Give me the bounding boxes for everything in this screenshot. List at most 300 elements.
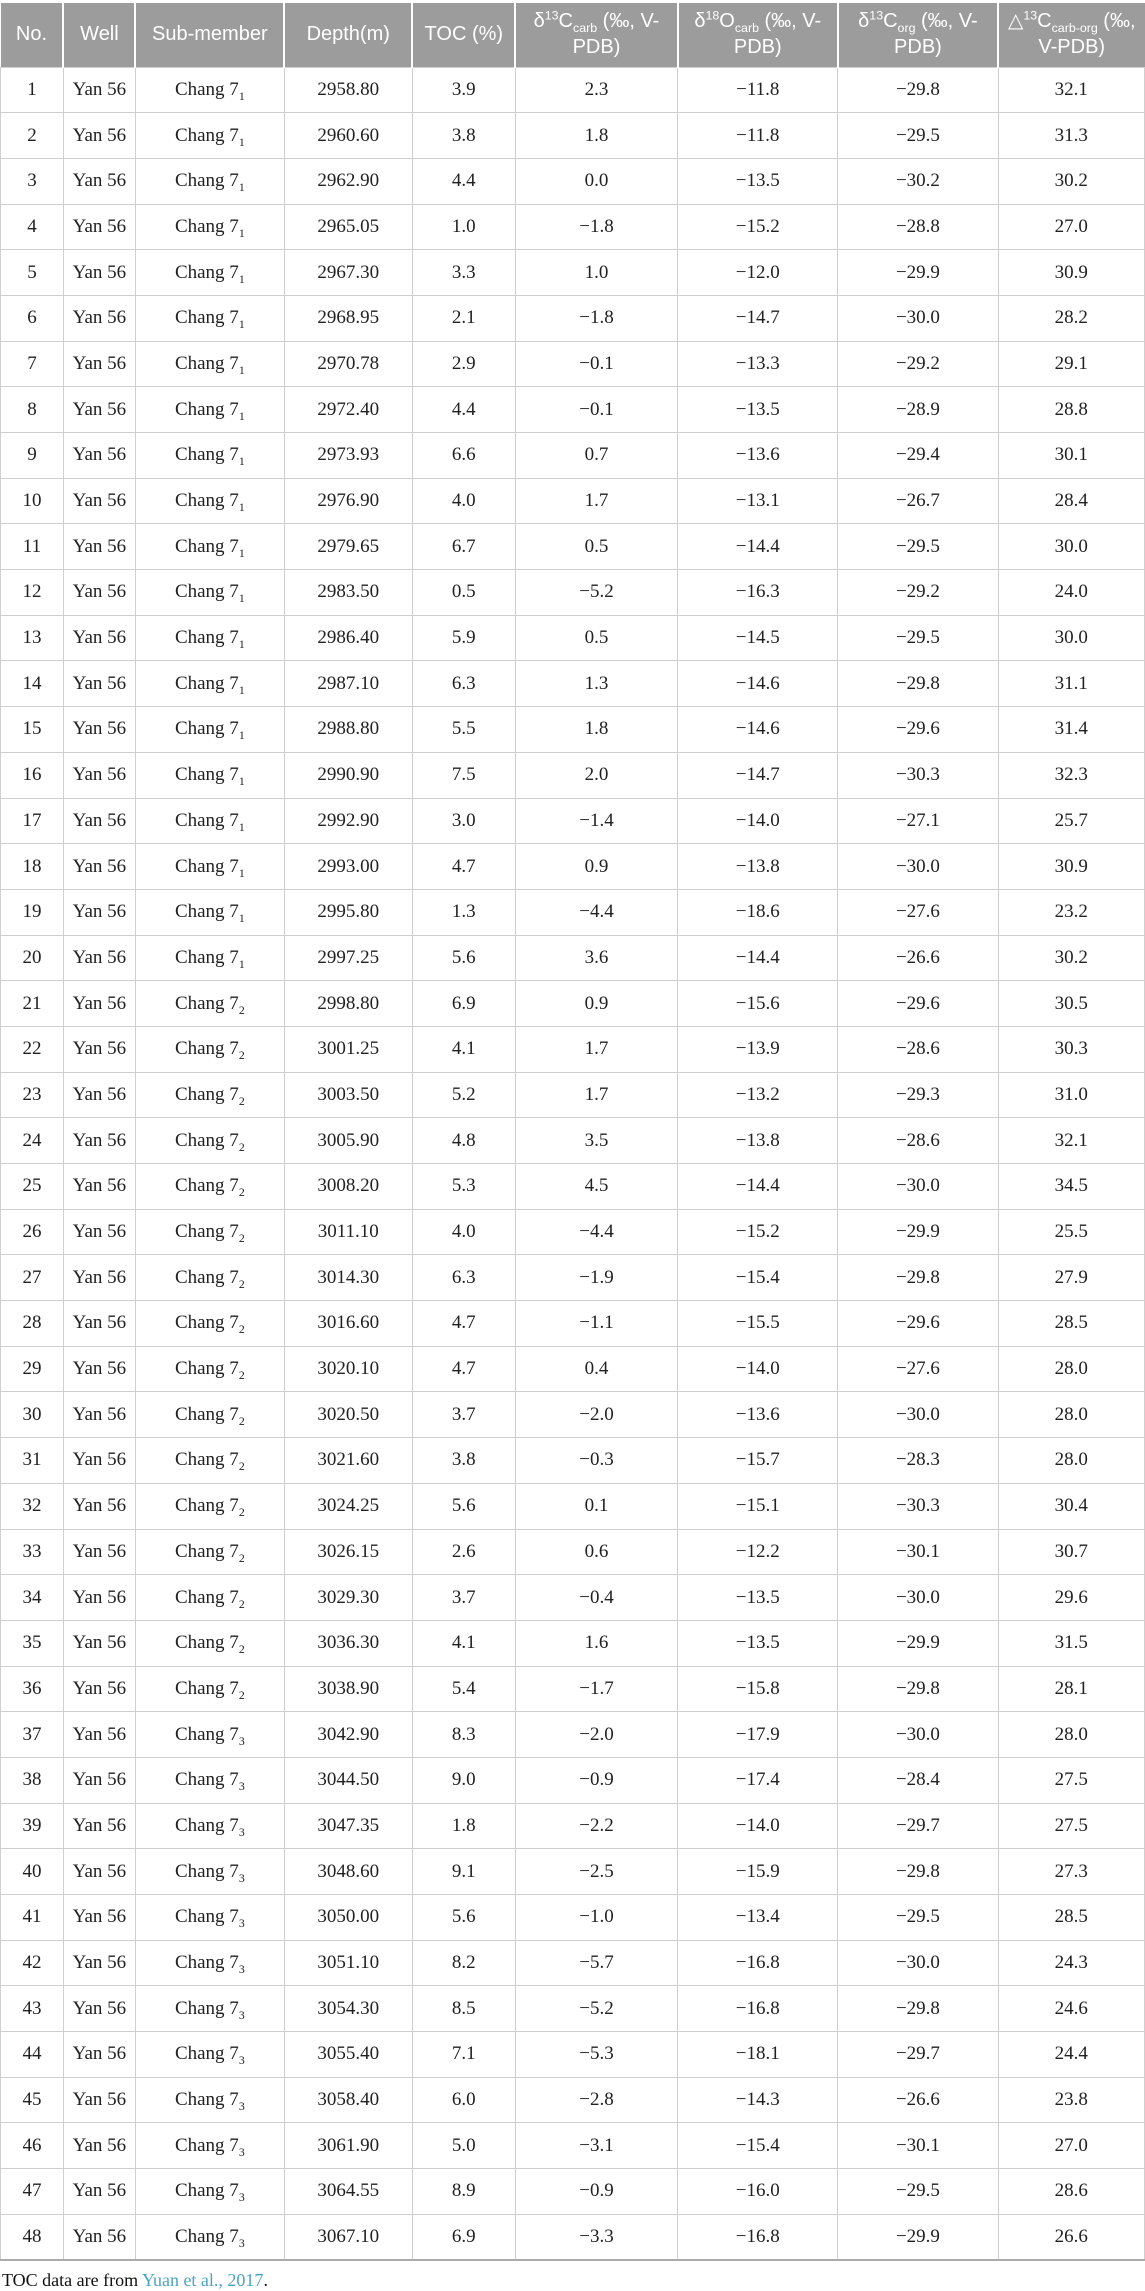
cell-d13c-org: −29.2 — [838, 341, 998, 387]
cell-toc: 4.4 — [412, 158, 515, 204]
cell-d18o-carb: −13.9 — [678, 1026, 838, 1072]
cell-well: Yan 56 — [63, 1255, 135, 1301]
cell-d18o-carb: −13.2 — [678, 1072, 838, 1118]
cell-d13c-carb: −2.5 — [515, 1849, 677, 1895]
table-row — [1, 1392, 1145, 1438]
cell-well: Yan 56 — [63, 1757, 135, 1803]
cell-no: 45 — [1, 2077, 64, 2123]
cell-d13c-org: −26.7 — [838, 478, 998, 524]
cell-d13c-org: −29.3 — [838, 1072, 998, 1118]
cell-no: 38 — [1, 1757, 64, 1803]
cell-d18o-carb: −15.6 — [678, 981, 838, 1027]
cell-no: 47 — [1, 2169, 64, 2215]
cell-depth: 2988.80 — [284, 707, 412, 753]
cell-d18o-carb: −14.0 — [678, 1803, 838, 1849]
cell-no: 22 — [1, 1026, 64, 1072]
cell-no: 40 — [1, 1849, 64, 1895]
cell-sub-member: Chang $7_1$ — [135, 889, 284, 935]
cell-toc: 4.7 — [412, 1301, 515, 1347]
cell-depth: 3061.90 — [284, 2123, 412, 2169]
cell-depth: 2997.25 — [284, 935, 412, 981]
cell-d13c-org: −30.0 — [838, 1940, 998, 1986]
cell-d13c-org: −28.6 — [838, 1118, 998, 1164]
cell-d13c-carb: 2.3 — [515, 67, 677, 113]
cell-sub-member: Chang $7_1$ — [135, 478, 284, 524]
column-header-toc: TOC (%) — [412, 3, 515, 67]
cell-well: Yan 56 — [63, 844, 135, 890]
cell-no: 32 — [1, 1483, 64, 1529]
cell-d18o-carb: −15.4 — [678, 1255, 838, 1301]
cell-d18o-carb: −16.3 — [678, 570, 838, 616]
cell-no: 2 — [1, 113, 64, 159]
cell-d13c-org: −30.2 — [838, 158, 998, 204]
cell-d18o-carb: −16.8 — [678, 1986, 838, 2032]
cell-depth: 3050.00 — [284, 1895, 412, 1941]
cell-depth: 3003.50 — [284, 1072, 412, 1118]
cell-sub-member: Chang $7_1$ — [135, 204, 284, 250]
cell-d18o-carb: −12.0 — [678, 250, 838, 296]
table-body — [1, 67, 1145, 2260]
cell-depth: 2998.80 — [284, 981, 412, 1027]
cell-d13c-carb-org: 28.4 — [998, 478, 1144, 524]
cell-d18o-carb: −13.4 — [678, 1895, 838, 1941]
cell-well: Yan 56 — [63, 1346, 135, 1392]
cell-d13c-carb: −0.4 — [515, 1575, 677, 1621]
cell-d13c-carb-org: 28.6 — [998, 2169, 1144, 2215]
cell-toc: 5.0 — [412, 2123, 515, 2169]
cell-depth: 3067.10 — [284, 2214, 412, 2260]
cell-d13c-org: −29.8 — [838, 1666, 998, 1712]
cell-d13c-org: −30.1 — [838, 2123, 998, 2169]
cell-d13c-org: −30.0 — [838, 844, 998, 890]
cell-well: Yan 56 — [63, 2169, 135, 2215]
cell-toc: 5.6 — [412, 935, 515, 981]
cell-d18o-carb: −14.7 — [678, 752, 838, 798]
cell-no: 27 — [1, 1255, 64, 1301]
cell-sub-member: Chang $7_2$ — [135, 1346, 284, 1392]
cell-d18o-carb: −15.1 — [678, 1483, 838, 1529]
cell-no: 6 — [1, 295, 64, 341]
cell-well: Yan 56 — [63, 433, 135, 479]
cell-toc: 3.8 — [412, 113, 515, 159]
cell-sub-member: Chang $7_3$ — [135, 1940, 284, 1986]
cell-d18o-carb: −14.4 — [678, 1164, 838, 1210]
cell-well: Yan 56 — [63, 113, 135, 159]
cell-well: Yan 56 — [63, 1712, 135, 1758]
column-header-d13c-carb: $\delta^{13}C_{carb}$ (‰, V-PDB) — [515, 3, 677, 67]
cell-well: Yan 56 — [63, 1529, 135, 1575]
cell-well: Yan 56 — [63, 1209, 135, 1255]
cell-sub-member: Chang $7_2$ — [135, 1666, 284, 1712]
table-row — [1, 2214, 1145, 2260]
cell-sub-member: Chang $7_2$ — [135, 1072, 284, 1118]
cell-no: 18 — [1, 844, 64, 890]
cell-d13c-org: −29.8 — [838, 1986, 998, 2032]
cell-d13c-carb: 1.8 — [515, 113, 677, 159]
cell-d13c-org: −29.5 — [838, 2169, 998, 2215]
column-header-d13c-org: $\delta^{13}C_{org}$ (‰, V-PDB) — [838, 3, 998, 67]
cell-d13c-org: −29.2 — [838, 570, 998, 616]
cell-toc: 4.1 — [412, 1620, 515, 1666]
cell-d13c-carb: −1.1 — [515, 1301, 677, 1347]
cell-no: 8 — [1, 387, 64, 433]
cell-toc: 3.9 — [412, 67, 515, 113]
cell-d13c-carb: −2.0 — [515, 1712, 677, 1758]
cell-d13c-org: −27.1 — [838, 798, 998, 844]
column-header-d18o-carb: $\delta^{18}O_{carb}$ (‰, V-PDB) — [678, 3, 838, 67]
cell-d13c-carb-org: 28.0 — [998, 1438, 1144, 1484]
cell-d18o-carb: −15.7 — [678, 1438, 838, 1484]
cell-no: 35 — [1, 1620, 64, 1666]
table-row — [1, 1940, 1145, 1986]
cell-d18o-carb: −14.6 — [678, 707, 838, 753]
cell-d18o-carb: −13.5 — [678, 158, 838, 204]
cell-sub-member: Chang $7_1$ — [135, 844, 284, 890]
table-row — [1, 433, 1145, 479]
cell-toc: 5.2 — [412, 1072, 515, 1118]
cell-d18o-carb: −14.0 — [678, 798, 838, 844]
cell-toc: 6.3 — [412, 661, 515, 707]
cell-d13c-carb-org: 27.5 — [998, 1757, 1144, 1803]
cell-sub-member: Chang $7_3$ — [135, 1986, 284, 2032]
table-row — [1, 935, 1145, 981]
cell-no: 31 — [1, 1438, 64, 1484]
cell-depth: 3005.90 — [284, 1118, 412, 1164]
cell-d13c-org: −29.7 — [838, 1803, 998, 1849]
cell-d13c-carb: 0.6 — [515, 1529, 677, 1575]
cell-d13c-carb: −0.1 — [515, 341, 677, 387]
cell-d13c-carb-org: 28.8 — [998, 387, 1144, 433]
table-row — [1, 798, 1145, 844]
cell-no: 17 — [1, 798, 64, 844]
cell-d13c-carb-org: 30.9 — [998, 844, 1144, 890]
cell-no: 11 — [1, 524, 64, 570]
cell-depth: 3064.55 — [284, 2169, 412, 2215]
cell-d13c-carb: 4.5 — [515, 1164, 677, 1210]
cell-sub-member: Chang $7_2$ — [135, 1483, 284, 1529]
cell-well: Yan 56 — [63, 1026, 135, 1072]
cell-d13c-carb: 0.9 — [515, 981, 677, 1027]
cell-d18o-carb: −13.8 — [678, 844, 838, 890]
cell-d13c-carb: −4.4 — [515, 1209, 677, 1255]
cell-depth: 2986.40 — [284, 615, 412, 661]
cell-sub-member: Chang $7_1$ — [135, 113, 284, 159]
cell-d13c-carb-org: 23.2 — [998, 889, 1144, 935]
cell-depth: 2965.05 — [284, 204, 412, 250]
table-row — [1, 752, 1145, 798]
cell-d13c-carb-org: 25.5 — [998, 1209, 1144, 1255]
cell-d13c-org: −29.6 — [838, 1301, 998, 1347]
cell-d13c-carb-org: 27.5 — [998, 1803, 1144, 1849]
cell-well: Yan 56 — [63, 661, 135, 707]
footnote-period: . — [263, 2270, 268, 2290]
cell-depth: 2990.90 — [284, 752, 412, 798]
cell-depth: 3042.90 — [284, 1712, 412, 1758]
cell-d18o-carb: −14.0 — [678, 1346, 838, 1392]
cell-d18o-carb: −14.3 — [678, 2077, 838, 2123]
cell-no: 41 — [1, 1895, 64, 1941]
cell-depth: 3014.30 — [284, 1255, 412, 1301]
cell-d13c-carb-org: 31.3 — [998, 113, 1144, 159]
table-row — [1, 1164, 1145, 1210]
cell-depth: 3047.35 — [284, 1803, 412, 1849]
table-row — [1, 250, 1145, 296]
cell-toc: 2.9 — [412, 341, 515, 387]
cell-sub-member: Chang $7_3$ — [135, 1712, 284, 1758]
cell-depth: 3021.60 — [284, 1438, 412, 1484]
cell-toc: 4.4 — [412, 387, 515, 433]
cell-d13c-carb: −2.8 — [515, 2077, 677, 2123]
cell-sub-member: Chang $7_2$ — [135, 1301, 284, 1347]
cell-d13c-carb: 0.0 — [515, 158, 677, 204]
table-row — [1, 844, 1145, 890]
cell-d13c-org: −29.9 — [838, 1620, 998, 1666]
cell-d18o-carb: −14.5 — [678, 615, 838, 661]
column-header-d13c-carb-org: $\triangle^{13}C_{carb-org}$ (‰, V-PDB) — [998, 3, 1144, 67]
cell-d13c-carb: 0.9 — [515, 844, 677, 890]
cell-well: Yan 56 — [63, 2032, 135, 2078]
cell-no: 25 — [1, 1164, 64, 1210]
cell-depth: 2983.50 — [284, 570, 412, 616]
cell-no: 12 — [1, 570, 64, 616]
cell-depth: 2979.65 — [284, 524, 412, 570]
cell-d13c-org: −29.5 — [838, 1895, 998, 1941]
cell-d18o-carb: −15.4 — [678, 2123, 838, 2169]
cell-d18o-carb: −14.4 — [678, 524, 838, 570]
cell-toc: 0.5 — [412, 570, 515, 616]
cell-d13c-carb-org: 28.5 — [998, 1301, 1144, 1347]
cell-toc: 3.7 — [412, 1575, 515, 1621]
cell-toc: 6.7 — [412, 524, 515, 570]
cell-depth: 3011.10 — [284, 1209, 412, 1255]
cell-d18o-carb: −15.9 — [678, 1849, 838, 1895]
column-header-well: Well — [63, 3, 135, 67]
cell-sub-member: Chang $7_1$ — [135, 524, 284, 570]
cell-d13c-carb: −1.0 — [515, 1895, 677, 1941]
cell-no: 37 — [1, 1712, 64, 1758]
cell-well: Yan 56 — [63, 295, 135, 341]
cell-d18o-carb: −16.8 — [678, 2214, 838, 2260]
cell-toc: 2.1 — [412, 295, 515, 341]
cell-d18o-carb: −13.5 — [678, 1620, 838, 1666]
cell-well: Yan 56 — [63, 158, 135, 204]
cell-toc: 2.6 — [412, 1529, 515, 1575]
cell-depth: 3020.50 — [284, 1392, 412, 1438]
cell-toc: 4.7 — [412, 844, 515, 890]
cell-d18o-carb: −13.8 — [678, 1118, 838, 1164]
cell-toc: 6.6 — [412, 433, 515, 479]
cell-toc: 8.2 — [412, 1940, 515, 1986]
cell-d13c-carb: 0.7 — [515, 433, 677, 479]
cell-d13c-carb: −3.1 — [515, 2123, 677, 2169]
cell-no: 3 — [1, 158, 64, 204]
table-row — [1, 2123, 1145, 2169]
cell-d13c-org: −30.3 — [838, 752, 998, 798]
cell-sub-member: Chang $7_2$ — [135, 1620, 284, 1666]
cell-no: 48 — [1, 2214, 64, 2260]
cell-d18o-carb: −15.8 — [678, 1666, 838, 1712]
table-row — [1, 1529, 1145, 1575]
cell-d13c-carb-org: 28.2 — [998, 295, 1144, 341]
cell-d13c-carb-org: 26.6 — [998, 2214, 1144, 2260]
cell-d13c-carb: −5.2 — [515, 570, 677, 616]
cell-sub-member: Chang $7_2$ — [135, 1209, 284, 1255]
cell-d13c-carb-org: 32.1 — [998, 67, 1144, 113]
cell-d13c-carb-org: 28.0 — [998, 1712, 1144, 1758]
cell-depth: 2993.00 — [284, 844, 412, 890]
cell-toc: 5.5 — [412, 707, 515, 753]
cell-d13c-carb-org: 25.7 — [998, 798, 1144, 844]
cell-d13c-carb: −4.4 — [515, 889, 677, 935]
cell-no: 5 — [1, 250, 64, 296]
cell-no: 36 — [1, 1666, 64, 1712]
cell-d18o-carb: −13.5 — [678, 1575, 838, 1621]
cell-toc: 6.0 — [412, 2077, 515, 2123]
cell-well: Yan 56 — [63, 1849, 135, 1895]
table-row — [1, 889, 1145, 935]
cell-d13c-carb: −2.0 — [515, 1392, 677, 1438]
cell-d18o-carb: −13.5 — [678, 387, 838, 433]
cell-toc: 4.0 — [412, 1209, 515, 1255]
cell-d13c-carb-org: 31.4 — [998, 707, 1144, 753]
table-row — [1, 1712, 1145, 1758]
cell-d13c-carb-org: 27.0 — [998, 2123, 1144, 2169]
cell-toc: 5.6 — [412, 1895, 515, 1941]
cell-well: Yan 56 — [63, 1803, 135, 1849]
cell-well: Yan 56 — [63, 1940, 135, 1986]
table-row — [1, 158, 1145, 204]
cell-depth: 2995.80 — [284, 889, 412, 935]
cell-d13c-carb-org: 32.1 — [998, 1118, 1144, 1164]
cell-depth: 2970.78 — [284, 341, 412, 387]
cell-d13c-carb-org: 27.3 — [998, 1849, 1144, 1895]
cell-depth: 3029.30 — [284, 1575, 412, 1621]
cell-d13c-carb-org: 24.4 — [998, 2032, 1144, 2078]
cell-well: Yan 56 — [63, 707, 135, 753]
cell-depth: 2968.95 — [284, 295, 412, 341]
cell-well: Yan 56 — [63, 752, 135, 798]
table-row — [1, 1620, 1145, 1666]
cell-toc: 4.0 — [412, 478, 515, 524]
cell-sub-member: Chang $7_1$ — [135, 935, 284, 981]
table-row — [1, 981, 1145, 1027]
cell-toc: 1.8 — [412, 1803, 515, 1849]
cell-d13c-carb: 1.3 — [515, 661, 677, 707]
cell-d18o-carb: −11.8 — [678, 113, 838, 159]
cell-d13c-org: −29.8 — [838, 661, 998, 707]
cell-sub-member: Chang $7_1$ — [135, 158, 284, 204]
cell-d13c-org: −29.9 — [838, 2214, 998, 2260]
cell-d18o-carb: −15.2 — [678, 204, 838, 250]
cell-depth: 2958.80 — [284, 67, 412, 113]
cell-depth: 3054.30 — [284, 1986, 412, 2032]
cell-depth: 3038.90 — [284, 1666, 412, 1712]
cell-d13c-carb-org: 28.5 — [998, 1895, 1144, 1941]
cell-d13c-org: −29.8 — [838, 1255, 998, 1301]
cell-d13c-org: −29.6 — [838, 707, 998, 753]
cell-sub-member: Chang $7_3$ — [135, 1757, 284, 1803]
cell-d13c-carb: 1.7 — [515, 478, 677, 524]
cell-no: 10 — [1, 478, 64, 524]
cell-d18o-carb: −17.9 — [678, 1712, 838, 1758]
table-row — [1, 570, 1145, 616]
cell-sub-member: Chang $7_3$ — [135, 2077, 284, 2123]
cell-d13c-org: −29.4 — [838, 433, 998, 479]
cell-d13c-carb-org: 31.0 — [998, 1072, 1144, 1118]
cell-d13c-carb-org: 29.6 — [998, 1575, 1144, 1621]
cell-no: 21 — [1, 981, 64, 1027]
cell-toc: 6.3 — [412, 1255, 515, 1301]
cell-depth: 3020.10 — [284, 1346, 412, 1392]
cell-d13c-carb-org: 30.7 — [998, 1529, 1144, 1575]
cell-toc: 8.9 — [412, 2169, 515, 2215]
cell-no: 46 — [1, 2123, 64, 2169]
isotope-data-table — [0, 3, 1145, 2261]
cell-d13c-carb-org: 30.0 — [998, 524, 1144, 570]
cell-well: Yan 56 — [63, 387, 135, 433]
cell-depth: 3044.50 — [284, 1757, 412, 1803]
table-row — [1, 2032, 1145, 2078]
cell-d18o-carb: −14.6 — [678, 661, 838, 707]
table-row — [1, 1026, 1145, 1072]
table-row — [1, 1483, 1145, 1529]
cell-d13c-carb: −0.9 — [515, 2169, 677, 2215]
cell-d18o-carb: −13.3 — [678, 341, 838, 387]
cell-sub-member: Chang $7_3$ — [135, 1895, 284, 1941]
cell-no: 28 — [1, 1301, 64, 1347]
table-row — [1, 1209, 1145, 1255]
table-row — [1, 478, 1145, 524]
cell-d13c-carb-org: 29.1 — [998, 341, 1144, 387]
cell-sub-member: Chang $7_3$ — [135, 2123, 284, 2169]
cell-depth: 3026.15 — [284, 1529, 412, 1575]
cell-sub-member: Chang $7_3$ — [135, 2214, 284, 2260]
cell-well: Yan 56 — [63, 889, 135, 935]
citation-link[interactable]: Yuan et al., 2017 — [141, 2270, 264, 2290]
table-row — [1, 707, 1145, 753]
cell-d13c-org: −29.9 — [838, 250, 998, 296]
cell-well: Yan 56 — [63, 798, 135, 844]
cell-toc: 8.3 — [412, 1712, 515, 1758]
cell-no: 16 — [1, 752, 64, 798]
cell-well: Yan 56 — [63, 615, 135, 661]
cell-d18o-carb: −11.8 — [678, 67, 838, 113]
cell-depth: 2976.90 — [284, 478, 412, 524]
cell-depth: 2962.90 — [284, 158, 412, 204]
cell-d18o-carb: −13.6 — [678, 1392, 838, 1438]
cell-toc: 6.9 — [412, 981, 515, 1027]
cell-no: 1 — [1, 67, 64, 113]
cell-d13c-carb-org: 31.5 — [998, 1620, 1144, 1666]
cell-well: Yan 56 — [63, 1666, 135, 1712]
cell-no: 34 — [1, 1575, 64, 1621]
cell-depth: 3008.20 — [284, 1164, 412, 1210]
cell-d13c-carb-org: 28.0 — [998, 1392, 1144, 1438]
cell-d13c-carb: 3.5 — [515, 1118, 677, 1164]
cell-well: Yan 56 — [63, 2123, 135, 2169]
cell-toc: 9.0 — [412, 1757, 515, 1803]
cell-well: Yan 56 — [63, 1986, 135, 2032]
cell-well: Yan 56 — [63, 570, 135, 616]
cell-no: 29 — [1, 1346, 64, 1392]
cell-d13c-carb-org: 30.1 — [998, 433, 1144, 479]
cell-toc: 3.0 — [412, 798, 515, 844]
cell-depth: 3051.10 — [284, 1940, 412, 1986]
table-row — [1, 1118, 1145, 1164]
cell-d13c-carb: −5.2 — [515, 1986, 677, 2032]
cell-depth: 3016.60 — [284, 1301, 412, 1347]
cell-d13c-org: −30.0 — [838, 295, 998, 341]
